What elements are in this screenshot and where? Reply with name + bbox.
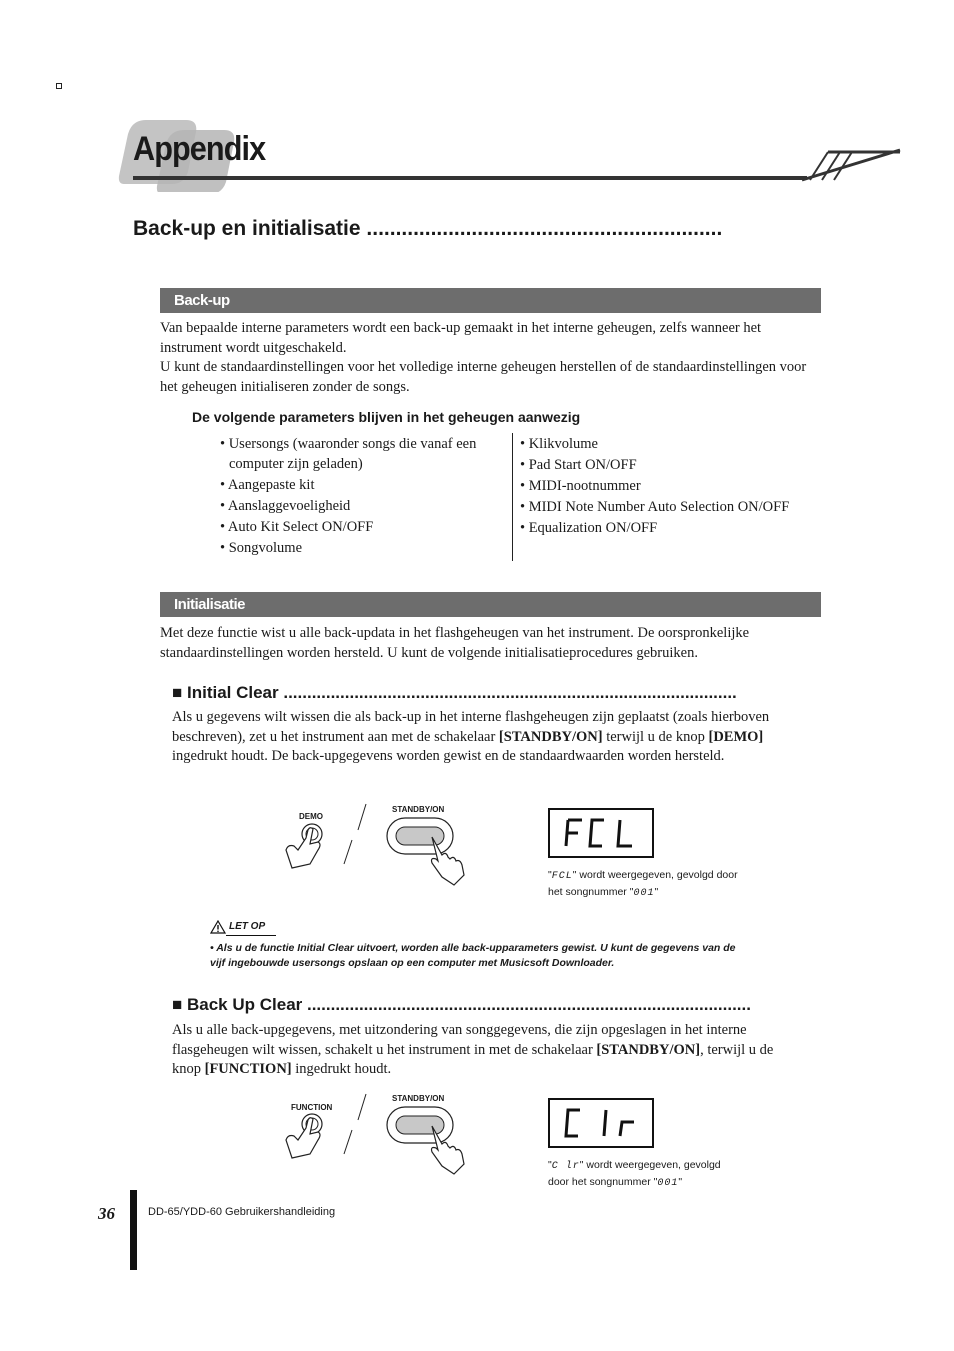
initialisatie-paragraph: Met deze functie wist u alle back-updata in het flashgeheugen van het instrument. De oorspronkelijke standaardinstellingen worden hersteld. U kunt de volgende initialisatieprocedures gebruiken. [160,625,750,661]
list-item: • MIDI Note Number Auto Selection ON/OFF [520,499,790,515]
parameters-subheading: De volgende parameters blijven in het geheugen aanwezig [192,409,581,425]
lcd-fcl-icon [550,810,652,856]
corner-mark [56,83,62,89]
initialisatie-bar: Initialisatie [160,592,821,617]
backup-clear-paragraph: Als u alle back-upgegevens, met uitzondering van songgegevens, die zijn opgeslagen in het interne flasgeheugen wilt wissen, schakelt u het instrument in met de schakelaar [STANDBY/ON], terwijl u de knop [FUNCTION] ingedrukt houdt. [172,1022,774,1077]
caution-text: • Als u de functie Initial Clear uitvoert, worden alle back-upparameters gewist. U kunt de gegevens van de vijf ingebouwde usersongs opslaan op een computer met Musicsoft Downloader. [210,942,736,969]
warning-icon [210,920,226,934]
standby-label: STANDBY/ON [392,805,445,814]
list-item: • Usersongs (waaronder songs die vanaf een computer zijn geladen) [220,436,477,472]
lcd-clr-icon [550,1100,652,1146]
list-item: • Equalization ON/OFF [520,520,658,536]
parameters-list-right [520,435,820,540]
list-item: • Songvolume [220,539,303,556]
header-rule [133,176,807,180]
fcl-display [548,808,654,858]
separator-slash [340,1092,370,1156]
caution-underline [226,935,276,936]
list-item: • Pad Start ON/OFF [520,457,637,473]
page-number: 36 [98,1204,115,1223]
initial-clear-paragraph: Als u gegevens wilt wissen die als back-up in het interne flashgeheugen zijn geplaatst (zoals hierboven beschreven), zet u het instrument aan met de schakelaar [STANDBY/ON] terwijl u de knop [DEMO] ingedrukt houdt. De back-upgegevens worden gewist en de standaardwaarden worden hersteld. [172,709,770,764]
initial-clear-heading: ■ Initial Clear ................................................................................................ [172,683,737,702]
manual-title: DD-65/YDD-60 Gebruikershandleiding [148,1206,336,1218]
footer-rule [130,1190,137,1270]
standby-label: STANDBY/ON [392,1094,445,1103]
backup-paragraph-1: Van bepaalde interne parameters wordt een back-up gemaakt in het interne geheugen, zelfs wanneer het instrument wordt uitgeschakeld. [160,320,762,356]
separator-slash [340,802,370,866]
hand-pressing-function-icon [280,1110,330,1162]
hand-pressing-demo-icon [280,820,330,872]
standby-switch-icon [384,1104,474,1178]
backup-paragraph-2: U kunt de standaardinstellingen voor het volledige interne geheugen herstellen of de standaardinstellingen voor het geheugen initialiseren zonder de songs. [160,359,807,395]
parameters-list-left [220,435,505,560]
clr-caption: "C lr" wordt weergegeven, gevolgd door het songnummer "001" [548,1159,721,1189]
list-item: • Klikvolume [520,436,598,452]
list-item: • Auto Kit Select ON/OFF [220,518,374,535]
backup-bar: Back-up [160,288,821,313]
function-button-label: FUNCTION [291,1103,333,1112]
demo-button-label: DEMO [299,812,323,821]
list-item: • MIDI-nootnummer [520,478,641,494]
caution-label: LET OP [229,921,266,932]
clr-display [548,1098,654,1148]
list-item: • Aanslaggevoeligheid [220,497,351,514]
standby-switch-icon [384,815,474,889]
appendix-title: Appendix [133,130,266,168]
section-title: Back-up en initialisatie ............................................................. [133,217,723,240]
list-item: • Aangepaste kit [220,476,315,493]
fcl-caption: "FCL" wordt weergegeven, gevolgd door het songnummer "001" [548,869,738,899]
column-divider [512,433,513,561]
backup-clear-heading: ■ Back Up Clear .............................................................................................. [172,995,751,1014]
header-stripes-decoration [800,146,904,182]
